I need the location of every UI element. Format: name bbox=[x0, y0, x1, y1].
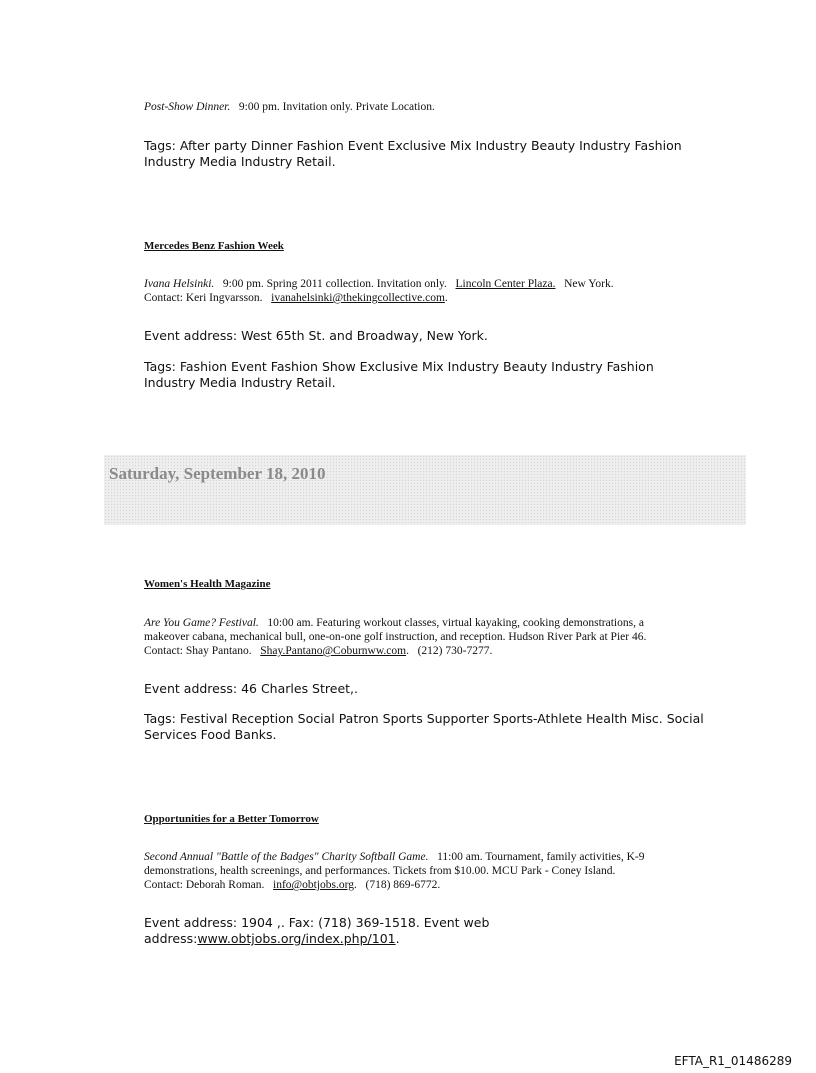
email-link[interactable]: info@obtjobs.org bbox=[273, 879, 355, 891]
event-contact: Contact: Shay Pantano. bbox=[144, 645, 252, 657]
event-contact: Contact: Keri Ingvarsson. bbox=[144, 292, 263, 304]
event-tags: Tags: Fashion Event Fashion Show Exclusive Mix Industry Beauty Industry Fashion Industry Media Industry Retail. bbox=[144, 359, 654, 390]
event-address-text: Event address: 1904 ,. Fax: (718) 369-1518. Event web address: bbox=[144, 915, 490, 946]
event-address: Event address: 46 Charles Street,. bbox=[144, 681, 358, 696]
event-tags: Tags: After party Dinner Fashion Event Exclusive Mix Industry Beauty Industry Fashion Industry Media Industry Retail. bbox=[144, 138, 682, 169]
email-link[interactable]: Shay.Pantano@Coburnww.com bbox=[260, 645, 407, 657]
event-details: 11:00 am. Tournament, family activities, K-9 demonstrations, health screenings, and performances. Tickets from $10.00. MCU Park - Coney Island. bbox=[144, 851, 645, 877]
org-heading-whm[interactable]: Women's Health Magazine bbox=[144, 578, 271, 590]
web-link[interactable]: www.obtjobs.org/index.php/101 bbox=[197, 931, 396, 946]
event-detail-obt: Second Annual "Battle of the Badges" Charity Softball Game. 11:00 am. Tournament, family activities, K-9 demonstrations, health screenings, and performances. Tickets from $10.00. MCU Park - Coney Island. Contact: Deborah Roman. info@obtjobs.org. (718) 869-6772. bbox=[144, 851, 645, 891]
event-phone: (718) 869-6772. bbox=[365, 879, 441, 891]
event-detail-post-show bbox=[144, 100, 704, 114]
event-title: Are You Game? Festival. bbox=[144, 617, 259, 629]
event-address: Event address: 1904 ,. Fax: (718) 369-1518. Event web address:www.obtjobs.org/index.php/101. bbox=[144, 915, 490, 946]
event-phone: (212) 730-7277. bbox=[417, 645, 493, 657]
day-header-band bbox=[104, 455, 746, 525]
email-link[interactable]: ivanahelsinki@thekingcollective.com bbox=[271, 292, 445, 304]
org-heading-mbfw[interactable]: Mercedes Benz Fashion Week bbox=[144, 240, 284, 252]
day-header-title: Saturday, September 18, 2010 bbox=[109, 464, 326, 483]
event-title: Post-Show Dinner. bbox=[144, 101, 231, 113]
venue-link[interactable]: Lincoln Center Plaza. bbox=[455, 278, 556, 290]
event-detail-mbfw: Ivana Helsinki. 9:00 pm. Spring 2011 collection. Invitation only. Lincoln Center Plaza. New York. Contact: Keri Ingvarsson. ivanahelsinki@thekingcollective.com. bbox=[144, 278, 614, 304]
org-heading-obt[interactable]: Opportunities for a Better Tomorrow bbox=[144, 813, 319, 825]
document-id: EFTA_R1_01486289 bbox=[674, 1054, 792, 1068]
event-title: Ivana Helsinki. bbox=[144, 278, 215, 290]
event-details: 10:00 am. Featuring workout classes, virtual kayaking, cooking demonstrations, a makeover cabana, mechanical bull, one-on-one golf instruction, and reception. Hudson River Park at Pier 46. bbox=[144, 617, 647, 643]
event-detail-whm: Are You Game? Festival. 10:00 am. Featuring workout classes, virtual kayaking, cooking demonstrations, a makeover cabana, mechanical bull, one-on-one golf instruction, and reception. Hudson River Park at Pier 46. Contact: Shay Pantano. Shay.Pantano@Coburnww.com. (212) 730-7277. bbox=[144, 617, 647, 657]
event-tags: Tags: Festival Reception Social Patron Sports Supporter Sports-Athlete Health Misc. Social Services Food Banks. bbox=[144, 711, 704, 742]
event-contact: Contact: Deborah Roman. bbox=[144, 879, 265, 891]
event-title: Second Annual "Battle of the Badges" Charity Softball Game. bbox=[144, 851, 429, 863]
event-details: 9:00 pm. Spring 2011 collection. Invitation only. bbox=[222, 278, 447, 290]
event-city: New York. bbox=[564, 278, 614, 290]
event-details: 9:00 pm. Invitation only. Private Location. bbox=[238, 101, 435, 113]
event-address: Event address: West 65th St. and Broadway, New York. bbox=[144, 328, 488, 343]
